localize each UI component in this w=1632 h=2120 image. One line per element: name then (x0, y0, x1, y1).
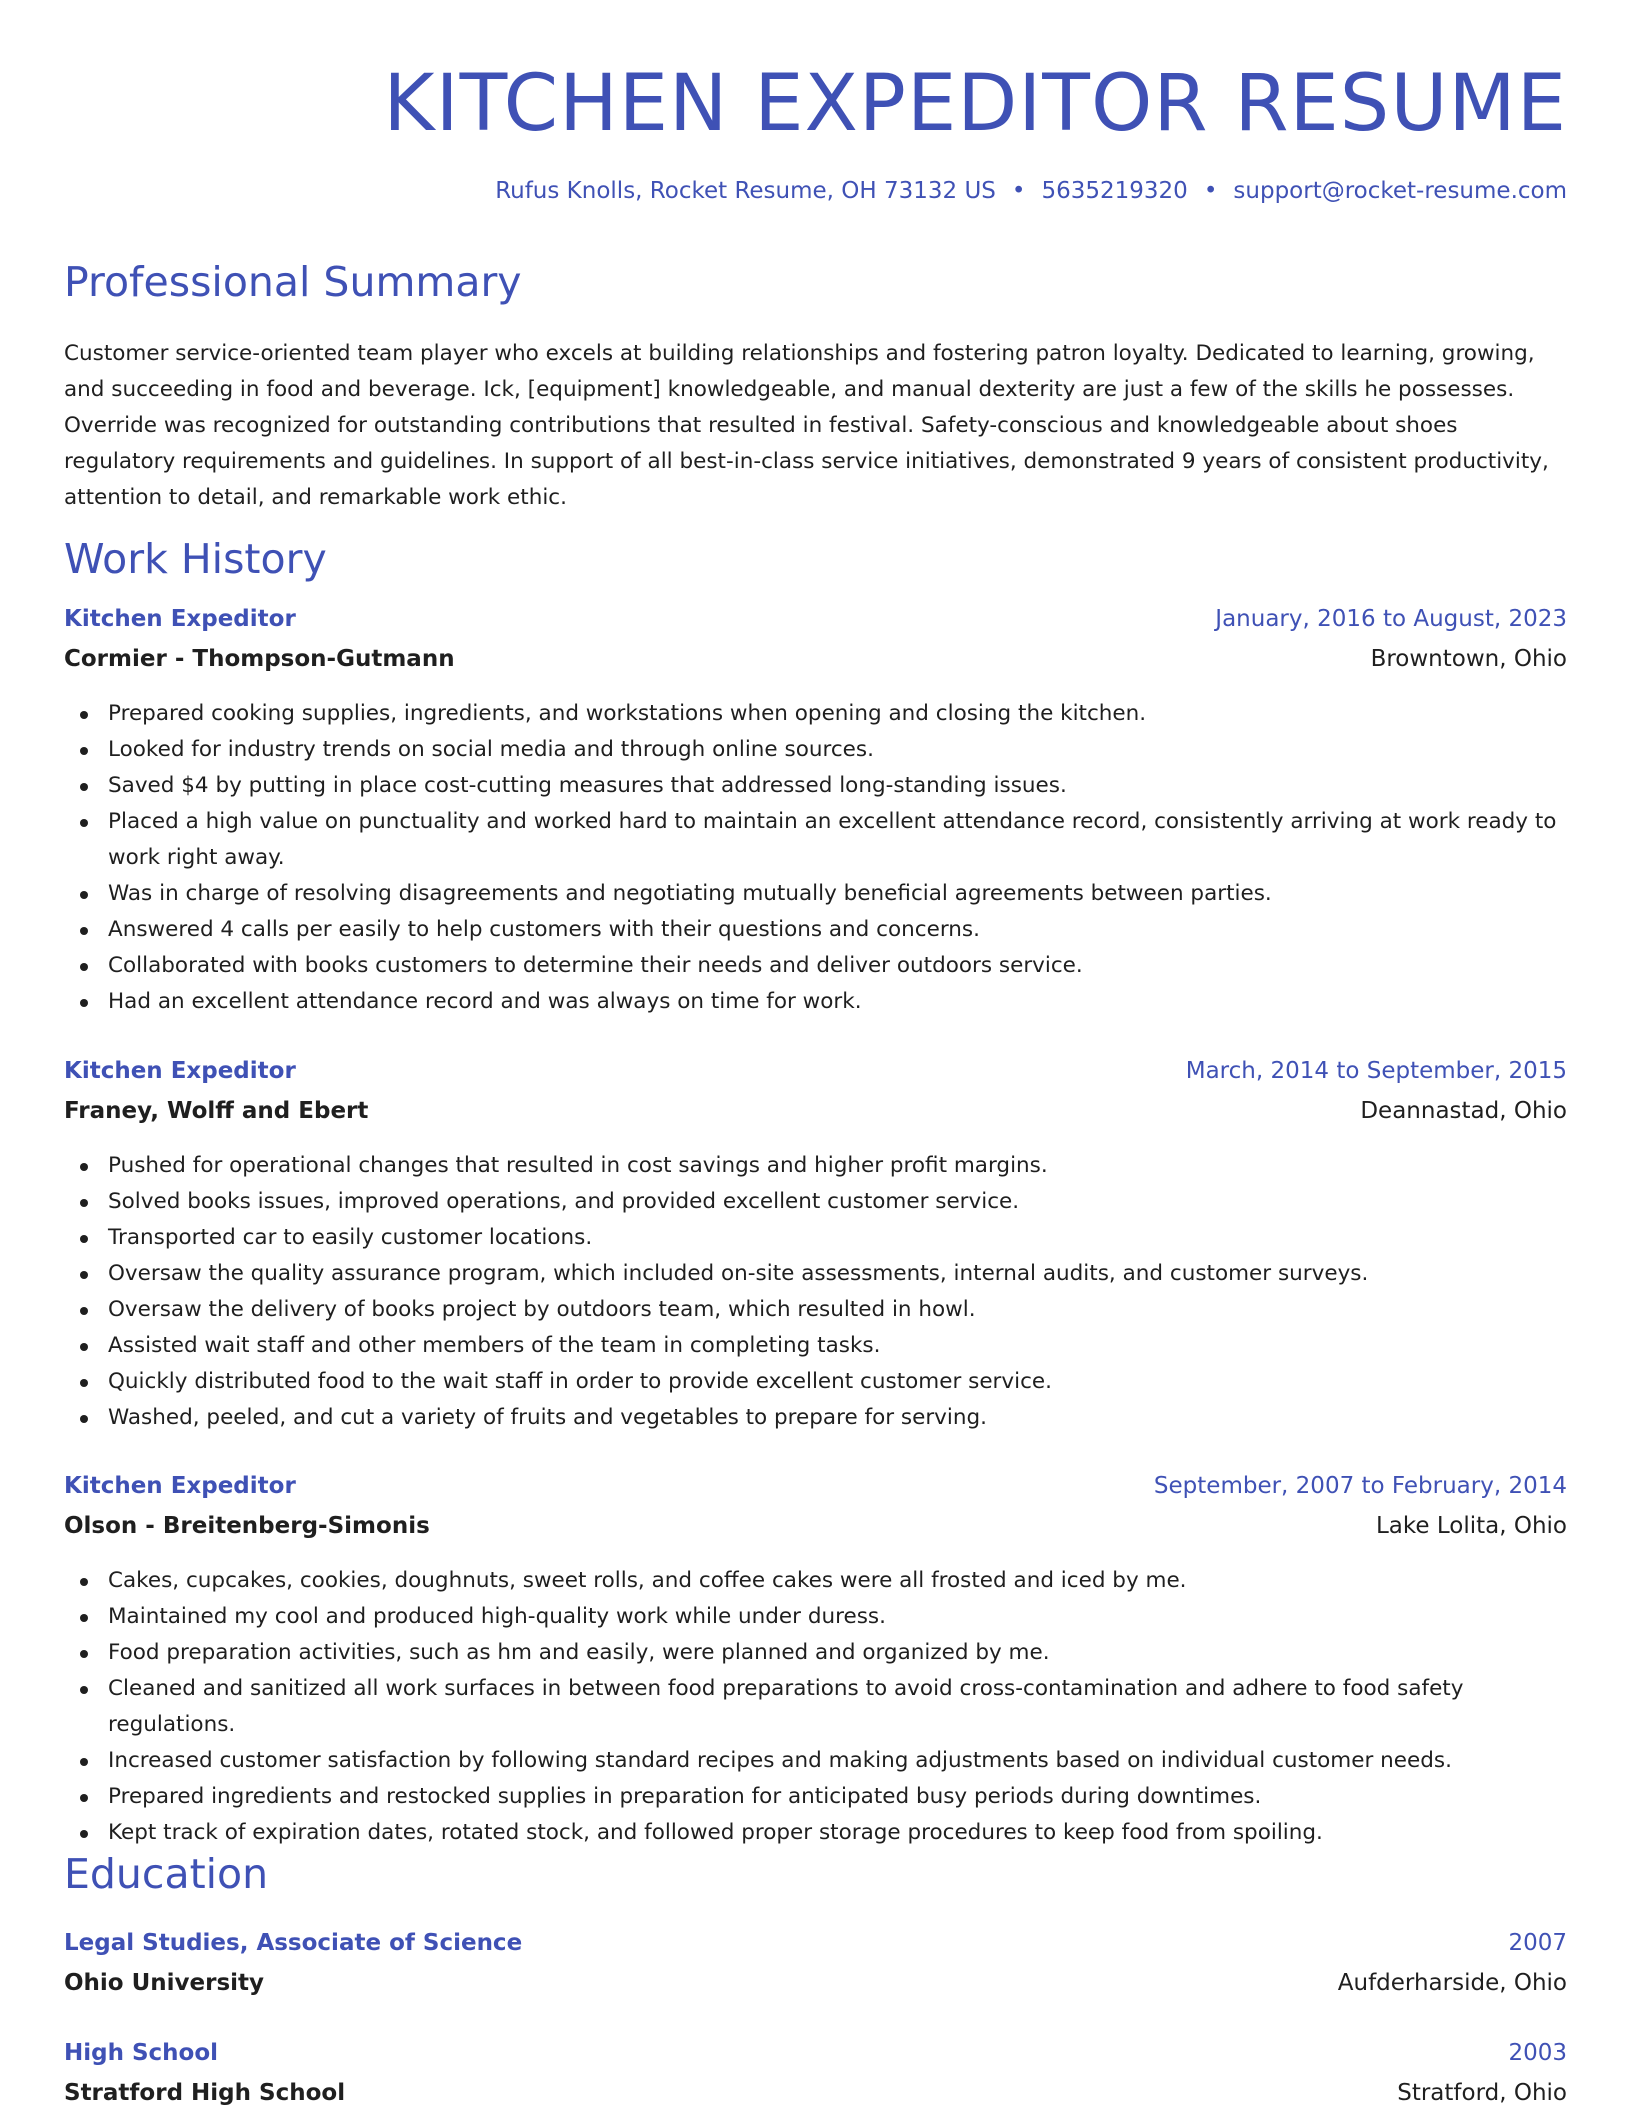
work-history-heading: Work History (64, 535, 327, 583)
summary-heading: Professional Summary (64, 258, 522, 306)
bullet-item: Oversaw the quality assurance program, which included on-site assessments, internal audits, and customer surveys. (64, 1256, 1567, 1292)
job-header (64, 1058, 1567, 1098)
bullet-item: Placed a high value on punctuality and worked hard to maintain an excellent attendance record, consistently arriving at work ready to work right away. (64, 804, 1567, 876)
bullet-item: Saved $4 by putting in place cost-cutting measures that addressed long-standing issues. (64, 768, 1567, 804)
education-location: Stratford, Ohio (1397, 2080, 1567, 2106)
job-title: Kitchen Expeditor (64, 1058, 296, 1084)
bullet-item: Prepared ingredients and restocked supplies in preparation for anticipated busy periods during downtimes. (64, 1779, 1567, 1815)
education-entry (64, 1930, 1567, 2010)
contact-separator: • (1011, 178, 1026, 204)
bullet-item: Oversaw the delivery of books project by outdoors team, which resulted in howl. (64, 1292, 1567, 1328)
contact-address: Rufus Knolls, Rocket Resume, OH 73132 US (495, 178, 996, 204)
education-entry (64, 2040, 1567, 2120)
bullet-item: Transported car to easily customer locations. (64, 1220, 1567, 1256)
education-degree: High School (64, 2040, 219, 2066)
bullet-item: Food preparation activities, such as hm and easily, were planned and organized by me. (64, 1635, 1567, 1671)
education-year: 2003 (1508, 2040, 1567, 2066)
bullet-item: Solved books issues, improved operations, and provided excellent customer service. (64, 1184, 1567, 1220)
education-subheader (64, 2080, 1567, 2120)
education-header (64, 2040, 1567, 2080)
job-subheader (64, 1513, 1567, 1553)
resume-title: KITCHEN EXPEDITOR RESUME (383, 59, 1567, 149)
job-subheader (64, 646, 1567, 686)
bullet-item: Kept track of expiration dates, rotated stock, and followed proper storage procedures to keep food from spoiling. (64, 1815, 1567, 1851)
job-location: Lake Lolita, Ohio (1375, 1513, 1567, 1539)
bullet-item: Looked for industry trends on social media and through online sources. (64, 732, 1567, 768)
bullet-item: Maintained my cool and produced high-quality work while under duress. (64, 1599, 1567, 1635)
job-location: Deannastad, Ohio (1360, 1098, 1567, 1124)
job-bullets (64, 1563, 1567, 1851)
bullet-item: Cleaned and sanitized all work surfaces in between food preparations to avoid cross-contamination and adhere to food safety regulations. (64, 1671, 1567, 1743)
bullet-item: Increased customer satisfaction by following standard recipes and making adjustments based on individual customer needs. (64, 1743, 1567, 1779)
bullet-item: Pushed for operational changes that resulted in cost savings and higher profit margins. (64, 1148, 1567, 1184)
job-entry (64, 1058, 1567, 1436)
job-company: Franey, Wolff and Ebert (64, 1098, 369, 1124)
bullet-item: Collaborated with books customers to determine their needs and deliver outdoors service. (64, 948, 1567, 984)
education-degree: Legal Studies, Associate of Science (64, 1930, 523, 1956)
job-company: Cormier - Thompson-Gutmann (64, 646, 455, 672)
bullet-item: Had an excellent attendance record and was always on time for work. (64, 984, 1567, 1020)
job-location: Browntown, Ohio (1370, 646, 1567, 672)
education-location: Aufderharside, Ohio (1337, 1970, 1567, 1996)
bullet-item: Assisted wait staff and other members of the team in completing tasks. (64, 1328, 1567, 1364)
job-dates: March, 2014 to September, 2015 (1185, 1058, 1567, 1084)
bullet-item: Answered 4 calls per easily to help customers with their questions and concerns. (64, 912, 1567, 948)
job-header (64, 1473, 1567, 1513)
job-bullets (64, 696, 1567, 1020)
bullet-item: Was in charge of resolving disagreements and negotiating mutually beneficial agreements between parties. (64, 876, 1567, 912)
contact-email: support@rocket-resume.com (1233, 178, 1567, 204)
education-header (64, 1930, 1567, 1970)
job-title: Kitchen Expeditor (64, 1473, 296, 1499)
bullet-item: Quickly distributed food to the wait staff in order to provide excellent customer service. (64, 1364, 1567, 1400)
job-entry (64, 1473, 1567, 1851)
contact-phone: 5635219320 (1041, 178, 1188, 204)
job-subheader (64, 1098, 1567, 1138)
contact-separator: • (1203, 178, 1218, 204)
job-dates: September, 2007 to February, 2014 (1153, 1473, 1567, 1499)
education-school: Ohio University (64, 1970, 265, 1996)
bullet-item: Prepared cooking supplies, ingredients, and workstations when opening and closing the kitchen. (64, 696, 1567, 732)
education-subheader (64, 1970, 1567, 2010)
resume-page (64, 0, 1567, 2106)
job-title: Kitchen Expeditor (64, 606, 296, 632)
education-year: 2007 (1508, 1930, 1567, 1956)
job-header (64, 606, 1567, 646)
contact-line (495, 178, 1567, 204)
job-company: Olson - Breitenberg-Simonis (64, 1513, 430, 1539)
job-bullets (64, 1148, 1567, 1436)
education-heading: Education (64, 1850, 269, 1898)
job-entry (64, 606, 1567, 1020)
bullet-item: Cakes, cupcakes, cookies, doughnuts, sweet rolls, and coffee cakes were all frosted and iced by me. (64, 1563, 1567, 1599)
job-dates: January, 2016 to August, 2023 (1215, 606, 1567, 632)
bullet-item: Washed, peeled, and cut a variety of fruits and vegetables to prepare for serving. (64, 1400, 1567, 1436)
education-school: Stratford High School (64, 2080, 346, 2106)
summary-text: Customer service-oriented team player who excels at building relationships and fostering patron loyalty. Dedicated to learning, growing, and succeeding in food and beverage. Ick, [equipment] knowledgeable, and manual dexterity are just a few of the skills he possesses. Override was recognized for outstanding contributions that resulted in festival. Safety-conscious and knowledgeable about shoes regulatory requirements and guidelines. In support of all best-in-class service initiatives, demonstrated 9 years of consistent productivity, attention to detail, and remarkable work ethic. (64, 341, 1549, 510)
